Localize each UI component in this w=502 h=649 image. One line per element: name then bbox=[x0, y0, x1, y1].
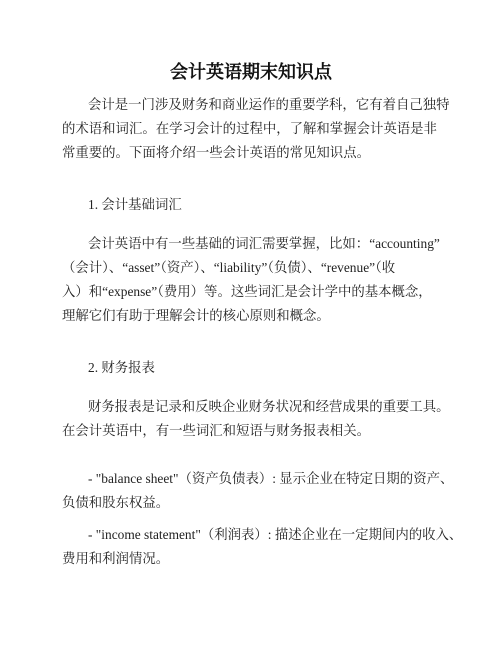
list-item bbox=[62, 467, 454, 515]
intro-line: 常重要的。下面将介绍一些会计英语的常见知识点。 bbox=[62, 145, 370, 160]
section-1-line: （会计）、“asset”（资产）、“liability”（负债）、“revenue”（收 bbox=[62, 260, 396, 275]
section-2-heading: 2. 财务报表 bbox=[88, 360, 155, 375]
intro-line: 会计是一门涉及财务和商业运作的重要学科，它有着自己独特 bbox=[88, 97, 450, 112]
section-1-line: 入）和“expense”（费用）等。这些词汇是会计学中的基本概念， bbox=[62, 284, 432, 299]
document-title: 会计英语期末知识点 bbox=[170, 62, 332, 83]
section-1-line: 会计英语中有一些基础的词汇需要掌握，比如：“accounting” bbox=[88, 236, 440, 251]
section-heading bbox=[62, 193, 448, 217]
intro-line: 的术语和词汇。在学习会计的过程中，了解和掌握会计英语是非 bbox=[62, 121, 437, 136]
section-2-paragraph bbox=[62, 395, 448, 443]
list-item-line: 费用和利润情况。 bbox=[62, 551, 170, 566]
list-item-line: - "balance sheet"（资产负债表）: 显示企业在特定日期的资产、 bbox=[88, 471, 454, 486]
section-1-paragraph bbox=[62, 232, 448, 328]
section-1-line: 理解它们有助于理解会计的核心原则和概念。 bbox=[62, 308, 330, 323]
section-2-line: 在会计英语中，有一些词汇和短语与财务报表相关。 bbox=[62, 423, 370, 438]
section-2-line: 财务报表是记录和反映企业财务状况和经营成果的重要工具。 bbox=[88, 399, 450, 414]
list-item bbox=[62, 523, 463, 571]
list-item-line: - "income statement"（利润表）: 描述企业在一定期间内的收入、 bbox=[88, 527, 463, 542]
intro-paragraph bbox=[62, 93, 448, 165]
section-heading bbox=[62, 356, 448, 380]
list-item-line: 负债和股东权益。 bbox=[62, 495, 170, 510]
section-1-heading: 1. 会计基础词汇 bbox=[88, 197, 182, 212]
